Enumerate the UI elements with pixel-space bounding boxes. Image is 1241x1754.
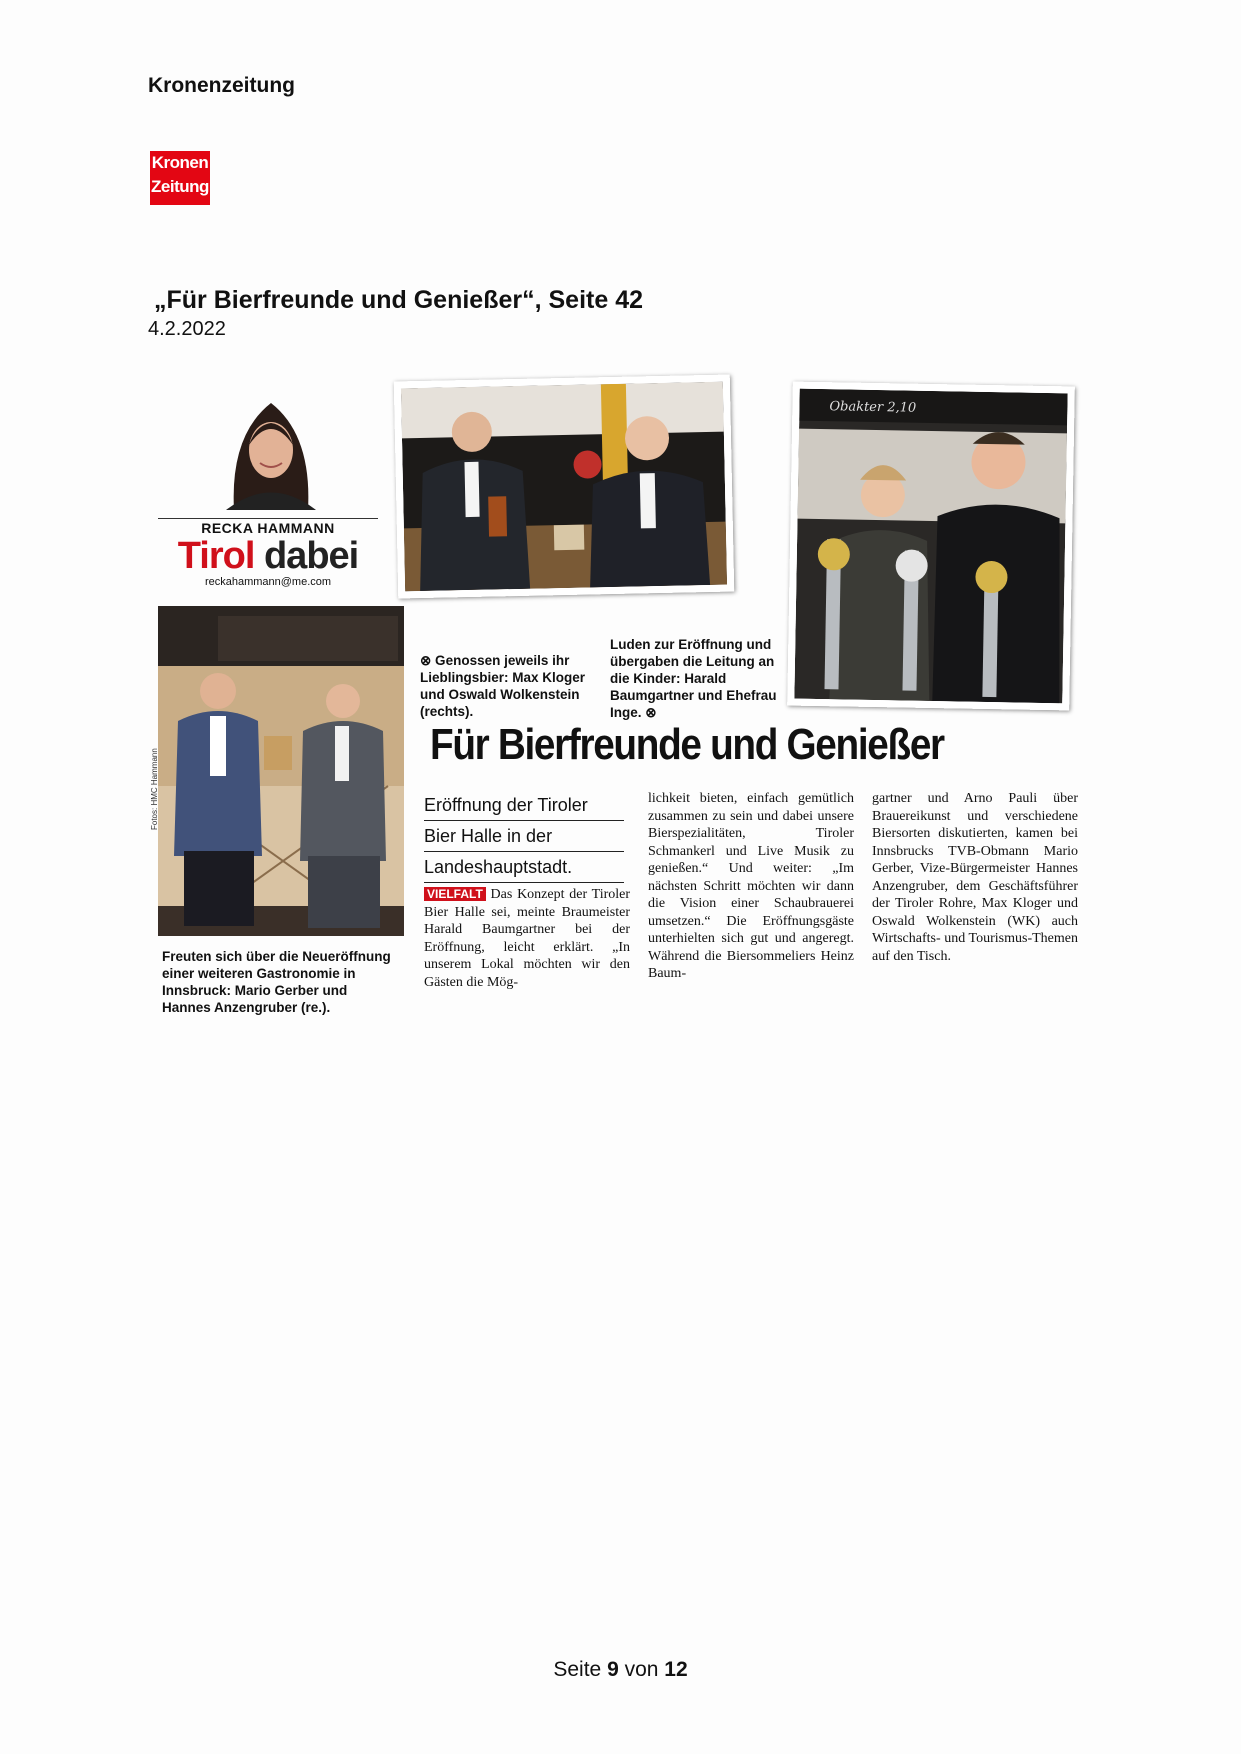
caption-right-photo: Luden zur Eröffnung und übergaben die Leitung an die Kinder: Harald Baumgartner und Ehefrau Inge. ⊗ [610,637,777,720]
column-title-part-1: Tirol [177,535,255,577]
photo-two-men-bar [158,606,404,936]
subhead-line: Bier Halle in der [424,821,624,852]
article-column-1 [424,886,630,991]
section-tag: VIELFALT [424,887,486,901]
subhead-line: Eröffnung der Tiroler [424,790,624,821]
newspaper-logo [150,151,210,205]
caption-left-photo: Freuten sich über die Neueröffnung einer weiteren Gastronomie in Innsbruck: Mario Gerber und Hannes Anzengruber (re.). [162,949,391,1015]
current-page: 9 [607,1658,619,1681]
newspaper-clipping [150,370,1088,1020]
article-column-3: gartner und Arno Pauli über Brauereikunst und verschiedene Biersorten diskutierten, kamen bei Innsbrucks TVB-Obmann Mario Gerber, Vize-Bürgermeister Hannes Anzengruber, dem Geschäftsführer der Tiroler Rohre, Max Kloger und Oswald Wolkenstein (WK) auch Wirtschafts- und Tourismus-Themen auf den Tisch. [872,791,1078,964]
article-date: 4.2.2022 [148,318,226,340]
column-title [158,535,378,578]
author-divider [158,518,378,519]
footer-mid: von [624,1658,659,1681]
column-title-part-2: dabei [263,535,359,577]
subhead-line: Landeshauptstadt. [424,852,624,883]
clipping-headline: Für Bierfreunde und Genießer [430,720,944,769]
total-pages: 12 [664,1658,688,1681]
photo-credit: Fotos: HMC Hammann [150,748,159,830]
author-portrait [216,395,326,510]
article-title: „Für Bierfreunde und Genießer“, Seite 42 [154,286,644,314]
page-footer [0,1658,1241,1682]
author-name: RECKA HAMMANN [201,520,335,536]
chalkboard-text: Obakter 2,10 [829,399,917,416]
logo-line-2: Zeitung [151,177,209,196]
logo-line-1: Kronen [151,153,209,172]
article-column-2: lichkeit bieten, einfach gemütlich zusammen zu sein und dabei unsere Bierspezialitäten, Tiroler Schmankerl und Live Musik zu genießen.“ Und weiter: „Im nächsten Schritt möchten wir dann die Vision einer Schaubrauerei umsetzen.“ Die Eröffnungsgäste unterhielten sich gut und angeregt. Während die Biersommeliers Heinz Baum- [648,791,854,981]
clipping-subhead [424,790,624,883]
photo-couple-beer-taps [787,382,1075,711]
publication-name: Kronenzeitung [148,74,295,97]
photo-two-men-table [394,375,734,599]
column-1-text: Das Konzept der Tiroler Bier Halle sei, meinte Braumeister Harald Baumgartner bei der Eröffnung, leicht erklärt. „In unserem Lokal möchten wir den Gästen die Mög- [424,887,631,990]
caption-middle-photo: ⊗ Genossen jeweils ihr Lieblingsbier: Max Kloger und Oswald Wolkenstein (rechts). [420,653,586,719]
author-email: reckahammann@me.com [204,576,332,588]
footer-prefix: Seite [553,1658,602,1681]
